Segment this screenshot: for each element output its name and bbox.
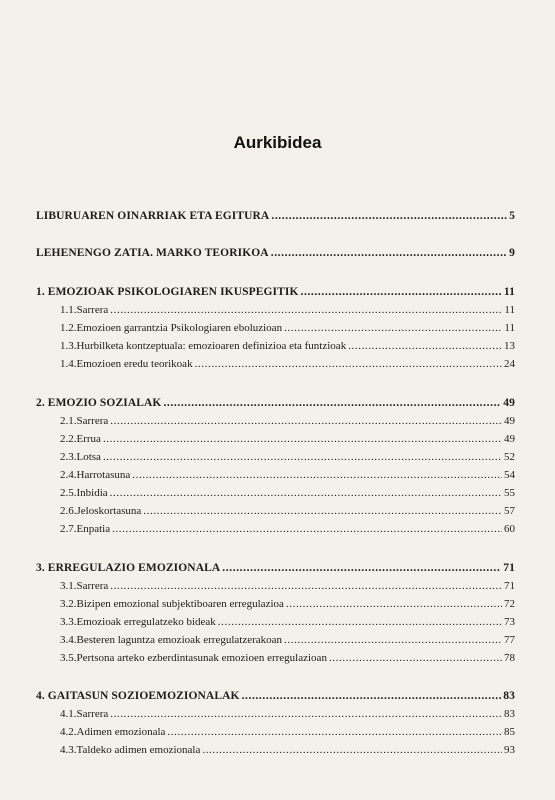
toc-section-entry — [60, 707, 515, 721]
toc-chapter-entry — [36, 689, 515, 703]
toc-entry-number: 4.2. — [60, 726, 77, 738]
toc-entry-label: Emozioen garrantzia Psikologiaren eboluzioan — [76, 322, 283, 334]
toc-entry-label: Emozioen eredu teorikoak — [76, 358, 193, 370]
toc-entry-label: Taldeko adimen emozionala — [76, 744, 201, 756]
toc-entry-page-number: 72 — [504, 598, 515, 610]
toc-entry-label: LIBURUAREN OINARRIAK ETA EGITURA — [36, 210, 270, 222]
toc-section-entry — [60, 414, 515, 428]
toc-entry-label: Sarrera — [76, 415, 109, 427]
toc-entry-number: 1.2. — [60, 322, 77, 334]
toc-entry-number: 4.3. — [60, 744, 77, 756]
toc-section-entry — [60, 504, 515, 518]
toc-chapter-entry — [36, 561, 515, 575]
toc-entry-page-number: 55 — [504, 487, 515, 499]
toc-entry-page-number: 49 — [503, 397, 515, 409]
dot-leader — [110, 414, 502, 428]
dot-leader — [103, 450, 502, 464]
toc-entry-page-number: 93 — [504, 744, 515, 756]
toc-entry-label: 1. EMOZIOAK PSIKOLOGIAREN IKUSPEGITIK — [36, 286, 299, 298]
dot-leader — [110, 486, 502, 500]
toc-entry-label: Sarrera — [76, 580, 109, 592]
dot-leader — [242, 689, 502, 703]
toc-entry-page-number: 85 — [504, 726, 515, 738]
toc-entry-page-number: 11 — [504, 322, 515, 334]
toc-entry-label: Pertsona arteko ezberdintasunak emozioen erregulazioan — [76, 652, 327, 664]
dot-leader — [271, 246, 507, 260]
dot-leader — [143, 504, 502, 518]
toc-section-entry — [60, 339, 515, 353]
dot-leader — [110, 579, 502, 593]
toc-section-entry — [60, 743, 515, 757]
toc-entry-number: 2.1. — [60, 415, 77, 427]
toc-entry-number: 1.1. — [60, 304, 77, 316]
toc-section-entry — [60, 357, 515, 371]
dot-leader — [112, 522, 502, 536]
toc-entry-label: Sarrera — [76, 304, 109, 316]
toc-section-entry — [60, 633, 515, 647]
dot-leader — [110, 707, 502, 721]
dot-leader — [284, 321, 502, 335]
dot-leader — [195, 357, 502, 371]
toc-entry-page-number: 83 — [503, 690, 515, 702]
toc-section-entry — [60, 432, 515, 446]
dot-leader — [271, 209, 507, 223]
toc-entry-label: Sarrera — [76, 708, 109, 720]
toc-entry-number: 3.4. — [60, 634, 77, 646]
toc-entry-label: Besteren laguntza emozioak erregulatzerakoan — [76, 634, 283, 646]
toc-entry-number: 2.2. — [60, 433, 77, 445]
toc-entry-label: 4. GAITASUN SOZIOEMOZIONALAK — [36, 690, 240, 702]
toc-section-entry — [60, 468, 515, 482]
toc-entry-number: 4.1. — [60, 708, 77, 720]
toc-entry-page-number: 49 — [504, 415, 515, 427]
toc-entry-page-number: 52 — [504, 451, 515, 463]
dot-leader — [132, 468, 502, 482]
toc-entry-label: 2. EMOZIO SOZIALAK — [36, 397, 162, 409]
toc-chapter-entry — [36, 246, 515, 260]
toc-entry-page-number: 24 — [504, 358, 515, 370]
toc-entry-page-number: 49 — [504, 433, 515, 445]
toc-entry-number: 2.3. — [60, 451, 77, 463]
toc-entry-label: Harrotasuna — [76, 469, 131, 481]
dot-leader — [284, 633, 502, 647]
toc-entry-label: LEHENENGO ZATIA. MARKO TEORIKOA — [36, 247, 269, 259]
toc-entry-label: Lotsa — [76, 451, 101, 463]
toc-entry-page-number: 73 — [504, 616, 515, 628]
toc-entry-label: Adimen emozionala — [76, 726, 166, 738]
toc-section-entry — [60, 725, 515, 739]
dot-leader — [222, 561, 501, 575]
dot-leader — [348, 339, 502, 353]
toc-entry-number: 2.4. — [60, 469, 77, 481]
dot-leader — [110, 303, 502, 317]
toc-entry-label: Bizipen emozional subjektiboaren erregulazioa — [76, 598, 284, 610]
toc-section-entry — [60, 597, 515, 611]
toc-chapter-entry — [36, 285, 515, 299]
toc-entry-number: 3.2. — [60, 598, 77, 610]
toc-entry-page-number: 83 — [504, 708, 515, 720]
toc-chapter-entry — [36, 209, 515, 223]
toc-entry-page-number: 11 — [504, 304, 515, 316]
toc-entry-label: Hurbilketa kontzeptuala: emozioaren definizioa eta funtzioak — [76, 340, 347, 352]
toc-entry-page-number: 71 — [504, 580, 515, 592]
toc-entry-number: 2.6. — [60, 505, 77, 517]
toc-entry-page-number: 9 — [509, 247, 515, 259]
toc-entry-number: 3.3. — [60, 616, 77, 628]
dot-leader — [103, 432, 502, 446]
toc-section-entry — [60, 486, 515, 500]
dot-leader — [286, 597, 502, 611]
toc-entry-page-number: 77 — [504, 634, 515, 646]
toc-entry-page-number: 13 — [504, 340, 515, 352]
toc-section-entry — [60, 522, 515, 536]
dot-leader — [167, 725, 502, 739]
toc-entry-label: 3. ERREGULAZIO EMOZIONALA — [36, 562, 221, 574]
page-title: Aurkibidea — [233, 133, 322, 152]
toc-entry-page-number: 60 — [504, 523, 515, 535]
toc-section-entry — [60, 651, 515, 665]
toc-section-entry — [60, 303, 515, 317]
toc-entry-label: Emozioak erregulatzeko bideak — [76, 616, 216, 628]
dot-leader — [163, 396, 501, 410]
toc-entry-number: 1.3. — [60, 340, 77, 352]
dot-leader — [218, 615, 502, 629]
toc-entry-number: 2.7. — [60, 523, 77, 535]
toc-section-entry — [60, 321, 515, 335]
dot-leader — [202, 743, 502, 757]
toc-entry-label: Jeloskortasuna — [76, 505, 142, 517]
toc-entry-page-number: 57 — [504, 505, 515, 517]
toc-entry-label: Enpatia — [76, 523, 111, 535]
toc-entry-number: 2.5. — [60, 487, 77, 499]
toc-entry-number: 3.5. — [60, 652, 77, 664]
dot-leader — [301, 285, 502, 299]
toc-entry-number: 1.4. — [60, 358, 77, 370]
toc-entry-number: 3.1. — [60, 580, 77, 592]
toc-entry-page-number: 11 — [503, 286, 515, 298]
dot-leader — [329, 651, 502, 665]
toc-entry-page-number: 71 — [503, 562, 515, 574]
toc-entry-page-number: 54 — [504, 469, 515, 481]
toc-chapter-entry — [36, 396, 515, 410]
toc-section-entry — [60, 579, 515, 593]
toc-entry-page-number: 5 — [509, 210, 515, 222]
toc-section-entry — [60, 450, 515, 464]
toc-section-entry — [60, 615, 515, 629]
toc-entry-label: Errua — [76, 433, 101, 445]
toc-entry-label: Inbidia — [76, 487, 108, 499]
toc-entry-page-number: 78 — [504, 652, 515, 664]
